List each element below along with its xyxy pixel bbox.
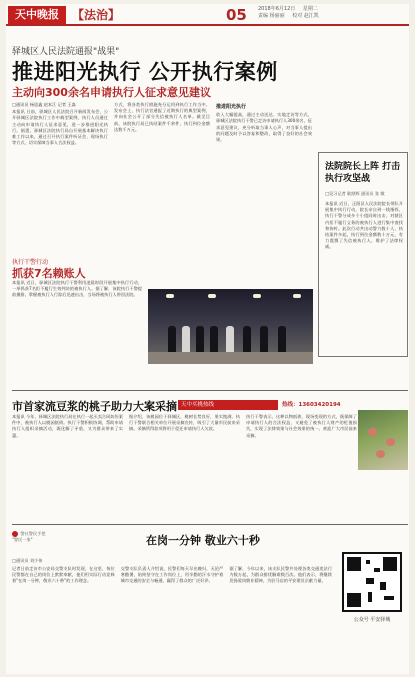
- lead-subhead: 主动向300余名申请执行人征求意见建议: [12, 86, 211, 99]
- bottom-byline: □通讯员 刘少伟: [12, 558, 43, 563]
- sidebar-headline: 法院院长上阵 打击执行攻坚战: [325, 162, 401, 184]
- bottom-body: [12, 566, 332, 666]
- person-figure: [260, 326, 268, 354]
- section-divider: [12, 390, 408, 391]
- peach-fruit: [386, 438, 395, 446]
- issue-date: 2018年6月12日: [258, 6, 296, 12]
- peach-column: 执行干警表示，这种以物抵债、现场变现的方式，既保障了申请执行人的合法权益，又避免了被执行人财产的贬值损失，实现了法律效果与社会效果的统一。欢迎广大市民前来采摘。: [246, 414, 357, 438]
- photo-floor: [148, 352, 313, 364]
- lead-subtitle: 推进阳光执行: [216, 104, 247, 110]
- lead-text: 方式，将各类执行措施充分运用到执行工作当中。发布会上，执行法官通报了近期执行的典型案例，并向社会公开了部分失信被执行人名单。截至目前，该院执行局已执结案件千余件，执行到位金额达数千万元。: [114, 102, 210, 132]
- peach-column: 据介绍，该桃园位于驿城区，桃树长势良好，果实饱满。执行干警联合相关单位开展采摘宣传，吸引了大量市民前来采摘。采摘所得款项将用于偿还申请执行人欠款。: [129, 414, 240, 432]
- newspaper-page: [6, 4, 409, 674]
- section-divider: [12, 524, 408, 525]
- person-figure: [196, 326, 204, 354]
- qr-module: [374, 568, 380, 572]
- qr-module: [380, 582, 386, 590]
- person-figure: [243, 326, 251, 354]
- issue-meta: [258, 6, 408, 20]
- ceiling-light: [208, 294, 216, 298]
- lead-text: 本报讯 日前，驿城区人民法院召开新闻发布会，公开驿城区法院执行工作中典型案例，执行人员通过主动向申请执行人征求意见，进一步推进阳光执行。据悉，驿城区法院执行局自开展基本解决执行难工作以来，通过召开执行案件听证会、现场执行等方式，切实保障当事人合法权益。: [12, 109, 108, 146]
- qr-module: [366, 578, 374, 584]
- lead-text: 收入大幅提高，通过主动送达、实地走访等方式，驿城区法院执行干警已走访申请执行人300余名，征求意见建议，充分听取当事人心声，对当事人提出的问题及时予以答复和整改，取得了良好的社会效果。: [216, 112, 312, 143]
- lead-headline: 推进阳光执行 公开执行案例: [12, 60, 278, 84]
- hotline-label: 天中买桃热线: [178, 400, 278, 410]
- qr-finder: [347, 557, 361, 571]
- peach-fruit: [376, 450, 385, 458]
- qr-finder: [347, 593, 361, 607]
- page-number: 05: [226, 6, 247, 24]
- badge-label: 警社警民手把 "警民一家": [12, 531, 46, 542]
- newspaper-logo: 天中晚报: [8, 6, 66, 24]
- bottom-column: 记者日前走访市公安局交警支队时发现，在这里，每位民警都在自己的岗位上默默奉献，他们用实际行动诠释着"在岗一分钟，敬业六十秒"的工作理念。: [12, 566, 115, 584]
- peach-column: 本报讯 今年，驿城区法院执行局在执行一起买卖合同纠纷案件中，被执行人以桃园抵债。执行干警积极协调，帮助申请执行人组织采摘活动，既化解了矛盾，又为群众带来了实惠。: [12, 414, 123, 438]
- photo-story-text: 本报讯 近日，驿城区法院执行干警利用凌晨时段开展集中执行行动，一举抓获7名拒不履行生效判决的被执行人。据了解，该院执行干警提前摸排，掌握被执行人行踪后迅速出击，当场将被执行人带回法院。: [12, 280, 142, 298]
- qr-finder: [383, 557, 397, 571]
- lead-byline: □通讯员 杨思鑫 赵本江 记者 王淼: [12, 102, 76, 107]
- peach-fruit: [368, 428, 377, 436]
- lead-column: [12, 102, 108, 252]
- ceiling-light: [293, 294, 301, 298]
- qr-caption: 公众号 平安驿城: [353, 617, 391, 623]
- lead-body: [12, 102, 312, 252]
- qr-module: [384, 596, 394, 600]
- photo-kicker: 执行干警行动: [12, 259, 49, 266]
- editor-credit: 责编 杨丽丽: [258, 13, 285, 19]
- photo-headline: 抓获7名赖账人: [12, 267, 86, 280]
- qr-module: [368, 592, 372, 602]
- masthead: [6, 4, 409, 26]
- person-figure: [210, 326, 218, 354]
- section-label: 【法治】: [72, 8, 121, 22]
- peach-body: [12, 414, 357, 519]
- bottom-column: 据了解，今年以来，该支队民警共处理各类交通违法行为数万起，为群众排忧解难数百次。他们表示，将继续发扬爱岗敬业精神，为驻马店的平安建设贡献力量。: [229, 566, 333, 584]
- proofreader-credit: 校对 赵江凯: [292, 13, 319, 19]
- sidebar-byline: □见习记者 耿照辉 通讯员 张 敏: [325, 191, 385, 196]
- qr-code: [342, 552, 402, 612]
- hotline-number: 热线：13603420194: [282, 402, 341, 408]
- issue-weekday: 星期二: [302, 6, 318, 12]
- bottom-headline: 在岗一分钟 敬业六十秒: [146, 534, 260, 547]
- lead-column: [216, 102, 312, 252]
- ceiling-light: [166, 294, 174, 298]
- person-figure: [226, 326, 234, 354]
- bottom-column: 交警支队负责人介绍说，民警们每天早出晚归，无论严寒酷暑，始终坚守在工作岗位上，用辛勤的汗水守护着城市交通的安全与畅通，赢得了群众的广泛好评。: [120, 566, 224, 584]
- peach-photo: [358, 410, 408, 470]
- sidebar-story: [318, 152, 408, 357]
- sidebar-text: 本报讯 近日，正阳县人民法院院长带队开展集中执行行动，院长亲自到一线指挥，执行干警分成多个小组同时出击，对辖区内拒不履行义务的被执行人进行集中查找和拘传。此次行动共出动警力数十人，执结案件多起，执行到位金额数十万元，有力震慑了失信被执行人，维护了法律权威。: [325, 201, 403, 250]
- qr-module: [366, 560, 370, 564]
- lead-column: [114, 102, 210, 252]
- person-figure: [168, 326, 176, 354]
- ceiling-light: [253, 294, 261, 298]
- lead-kicker: 驿城区人民法院通报"战果": [12, 47, 120, 57]
- news-photo: [148, 289, 313, 364]
- peach-headline: 市首家流豆浆的桃子助力大案采摘: [12, 400, 177, 413]
- person-figure: [182, 326, 190, 354]
- column-badge: [12, 531, 52, 553]
- person-figure: [278, 326, 286, 354]
